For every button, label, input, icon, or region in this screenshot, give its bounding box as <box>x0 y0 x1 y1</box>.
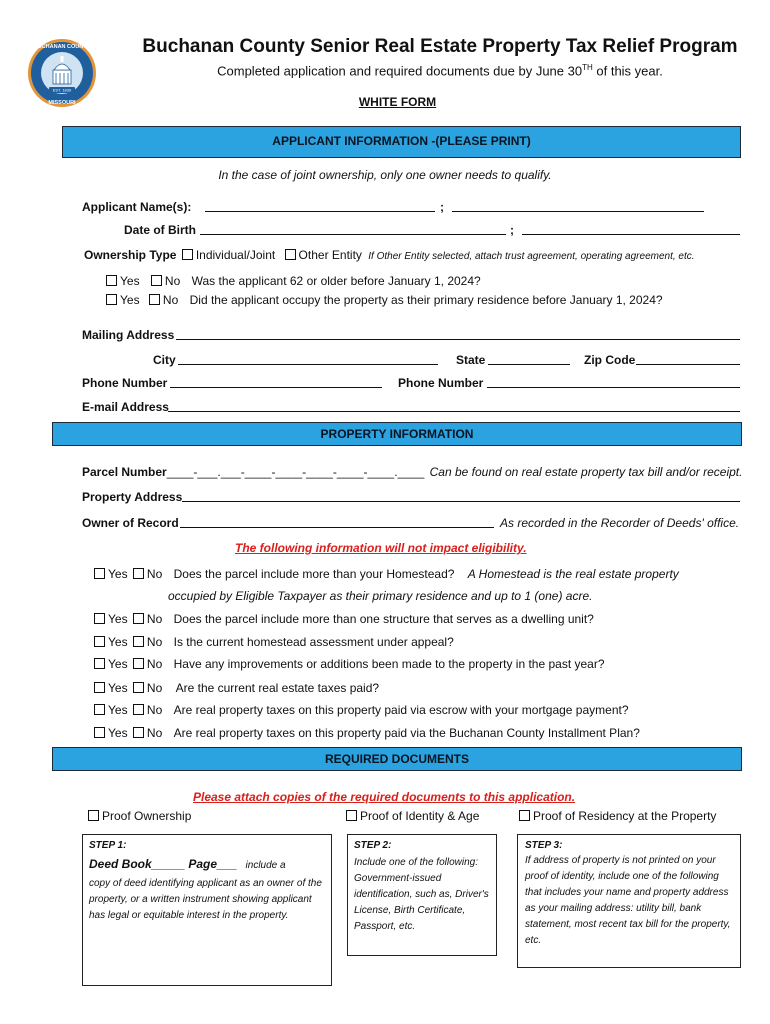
step-3-box <box>517 834 741 968</box>
no-checkbox[interactable] <box>133 727 144 738</box>
no-checkbox[interactable] <box>133 636 144 647</box>
phone-label: Phone Number <box>82 376 168 390</box>
question-row: Yes No Is the current homestead assessment under appeal? <box>94 635 454 649</box>
no-checkbox[interactable] <box>133 613 144 624</box>
homestead-no-checkbox[interactable] <box>133 568 144 579</box>
mailing-address-field[interactable] <box>176 328 740 340</box>
state-label: State <box>456 353 486 367</box>
city-field[interactable] <box>178 353 438 365</box>
eligibility-note: The following information will not impact eligibility. <box>235 541 527 555</box>
zip-label: Zip Code <box>584 353 636 367</box>
proof-residency-option: Proof of Residency at the Property <box>519 809 716 823</box>
applicant-name-2-field[interactable] <box>452 200 704 212</box>
step-2-text: Include one of the following: Government-issued identification, such as, Driver's License, Birth Certificate, Passport, etc. <box>354 857 489 932</box>
owner-of-record-label: Owner of Record <box>82 516 179 530</box>
parcel-number-row: Parcel Number____-___.___-____-____-____-____-____.____ Can be found on real estate property tax bill and/or receipt. <box>82 465 743 479</box>
individual-joint-checkbox[interactable] <box>182 249 193 260</box>
question-row: Yes No Are real property taxes on this property paid via escrow with your mortgage payment? <box>94 703 629 717</box>
dob-2-field[interactable] <box>522 223 740 235</box>
attach-note: Please attach copies of the required documents to this application. <box>193 790 576 804</box>
yes-checkbox[interactable] <box>94 727 105 738</box>
mailing-address-label: Mailing Address <box>82 328 175 342</box>
step-3-text: If address of property is not printed on your proof of identity, include one of the following that includes your name and property address as your mailing address: utility bill, bank statement, most recent tax bill for the property, etc. <box>525 855 731 946</box>
question-row: Yes No Have any improvements or additions been made to the property in the past year? <box>94 657 605 671</box>
property-address-label: Property Address <box>82 490 183 504</box>
age-yes-checkbox[interactable] <box>106 275 117 286</box>
property-section-header: PROPERTY INFORMATION <box>52 422 742 446</box>
residence-question-row: Yes No Did the applicant occupy the property as their primary residence before January 1, 2024? <box>106 293 663 307</box>
question-row: Yes No Does the parcel include more than one structure that serves as a dwelling unit? <box>94 612 594 626</box>
semicolon: ; <box>440 200 444 214</box>
email-label: E-mail Address <box>82 400 169 414</box>
proof-residency-checkbox[interactable] <box>519 810 530 821</box>
email-field[interactable] <box>168 400 740 412</box>
question-row: Yes No Are real property taxes on this property paid via the Buchanan County Installment Plan? <box>94 726 640 740</box>
no-checkbox[interactable] <box>133 682 144 693</box>
proof-ownership-option: Proof Ownership <box>88 809 191 823</box>
residence-yes-checkbox[interactable] <box>106 294 117 305</box>
phone2-label: Phone Number <box>398 376 484 390</box>
step-1-label: STEP 1: <box>89 840 127 851</box>
residence-no-checkbox[interactable] <box>149 294 160 305</box>
step-1-box: STEP 1: Deed Book_____ Page___ include a copy of deed identifying applicant as an owner of the property, or a written instrument showing applicant has legal or equitable interest in the property. <box>82 834 332 986</box>
joint-ownership-note: In the case of joint ownership, only one owner needs to qualify. <box>218 168 552 182</box>
semicolon: ; <box>510 223 514 237</box>
other-entity-checkbox[interactable] <box>285 249 296 260</box>
yes-checkbox[interactable] <box>94 682 105 693</box>
page-title: Buchanan County Senior Real Estate Property Tax Relief Program <box>142 36 738 57</box>
owner-of-record-field[interactable] <box>180 516 494 528</box>
proof-identity-option: Proof of Identity & Age <box>346 809 479 823</box>
applicant-name-1-field[interactable] <box>205 200 435 212</box>
step-3-label: STEP 3: <box>525 840 563 851</box>
ownership-type-row: Ownership Type Individual/Joint Other Entity If Other Entity selected, attach trust agreement, operating agreement, etc. <box>84 248 695 262</box>
age-question-row: Yes No Was the applicant 62 or older before January 1, 2024? <box>106 274 481 288</box>
property-address-field[interactable] <box>182 490 740 502</box>
proof-ownership-checkbox[interactable] <box>88 810 99 821</box>
owner-note: As recorded in the Recorder of Deeds' office. <box>500 516 740 530</box>
deed-book-field[interactable]: Deed Book_____ Page___ <box>89 857 238 871</box>
dob-1-field[interactable] <box>200 223 506 235</box>
state-field[interactable] <box>488 353 570 365</box>
no-checkbox[interactable] <box>133 658 144 669</box>
zip-field[interactable] <box>636 353 740 365</box>
applicant-section-header: APPLICANT INFORMATION -(PLEASE PRINT) <box>62 126 741 158</box>
yes-checkbox[interactable] <box>94 658 105 669</box>
form-name: WHITE FORM <box>358 95 437 109</box>
homestead-question-row: Yes No Does the parcel include more than your Homestead? A Homestead is the real estate property <box>94 567 679 581</box>
page-subtitle: Completed application and required documents due by June 30TH of this year. <box>217 63 663 79</box>
step-2-box <box>347 834 497 956</box>
homestead-definition: occupied by Eligible Taxpayer as their primary residence and up to 1 (one) acre. <box>168 589 593 603</box>
documents-section-header: REQUIRED DOCUMENTS <box>52 747 742 771</box>
step-2-label: STEP 2: <box>354 840 392 851</box>
phone2-field[interactable] <box>487 376 740 388</box>
svg-text:BUCHANAN COUNTY: BUCHANAN COUNTY <box>33 44 91 50</box>
proof-identity-checkbox[interactable] <box>346 810 357 821</box>
yes-checkbox[interactable] <box>94 704 105 715</box>
parcel-number-field[interactable]: ____-___.___-____-____-____-____-____.____ <box>166 465 425 479</box>
county-seal-logo <box>27 38 97 108</box>
no-checkbox[interactable] <box>133 704 144 715</box>
yes-checkbox[interactable] <box>94 636 105 647</box>
step-1-text: copy of deed identifying applicant as an owner of the property, or a written instrument showing applicant has legal or equitable interest in the property. <box>89 878 322 921</box>
dob-label: Date of Birth <box>124 223 196 237</box>
svg-text:MISSOURI: MISSOURI <box>48 100 76 106</box>
question-row: Yes No Are the current real estate taxes paid? <box>94 681 379 695</box>
age-no-checkbox[interactable] <box>151 275 162 286</box>
city-label: City <box>153 353 176 367</box>
applicant-names-label: Applicant Name(s): <box>82 200 192 214</box>
svg-text:EST. 1839: EST. 1839 <box>52 87 72 93</box>
phone-field[interactable] <box>170 376 382 388</box>
homestead-yes-checkbox[interactable] <box>94 568 105 579</box>
yes-checkbox[interactable] <box>94 613 105 624</box>
